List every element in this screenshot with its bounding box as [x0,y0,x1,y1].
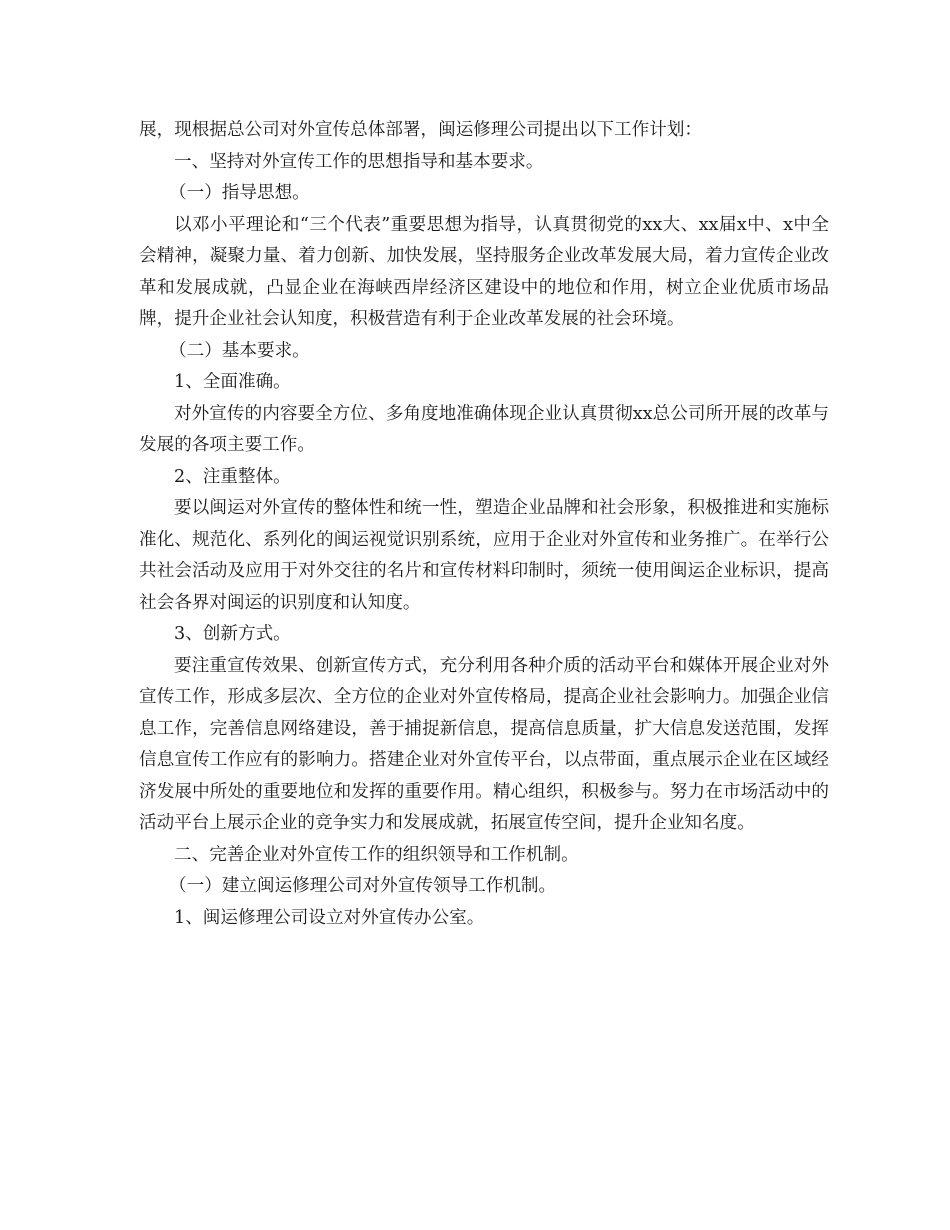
paragraph-guiding-thought: 以邓小平理论和“三个代表”重要思想为指导，认真贯彻党的xx大、xx届x中、x中全会精神，凝聚力量、着力创新、加快发展，坚持服务企业改革发展大局，着力宣传企业改革和发展成就，凸显企业在海峡西岸经济区建设中的地位和作用，树立企业优质市场品牌，提升企业社会认知度，积极营造有利于企业改革发展的社会环境。 [139,214,829,329]
subsection-heading-guiding-thought: （一）指导思想。 [169,183,310,203]
section-heading-2: 二、完善企业对外宣传工作的组织领导和工作机制。 [174,844,579,865]
section-heading-1: 一、坚持对外宣传工作的思想指导和基本要求。 [174,151,544,172]
subsection-heading-leadership: （一）建立闽运修理公司对外宣传领导工作机制。 [169,876,557,896]
item-heading-comprehensive: 1、全面准确。 [174,372,291,392]
item-heading-innovation: 3、创新方式。 [174,624,291,644]
item-heading-overall: 2、注重整体。 [174,466,291,487]
document-body [139,115,829,934]
paragraph-overall: 要以闽运对外宣传的整体性和统一性，塑造企业品牌和社会形象，积极推进和实施标准化、规范化、系列化的闽运视觉识别系统，应用于企业对外宣传和业务推广。在举行公共社会活动及应用于对外交往的名片和宣传材料印制时，须统一使用闽运企业标识，提高社会各界对闽运的识别度和认知度。 [139,498,829,613]
subsection-heading-basic-requirements: （二）基本要求。 [169,340,310,361]
paragraph-comprehensive: 对外宣传的内容要全方位、多角度地准确体现企业认真贯彻xx总公司所开展的改革与发展的各项主要工作。 [139,403,829,455]
paragraph-innovation: 要注重宣传效果、创新宣传方式，充分利用各种介质的活动平台和媒体开展企业对外宣传工作，形成多层次、全方位的企业对外宣传格局，提高企业社会影响力。加强企业信息工作，完善信息网络建设，善于捕捉新信息，提高信息质量，扩大信息发送范围，发挥信息宣传工作应有的影响力。搭建企业对外宣传平台，以点带面，重点展示企业在区域经济发展中所处的重要地位和发挥的重要作用。精心组织，积极参与。努力在市场活动中的活动平台上展示企业的竞争实力和发展成就，拓展宣传空间，提升企业知名度。 [139,655,829,833]
paragraph-continuation: 展，现根据总公司对外宣传总体部署，闽运修理公司提出以下工作计划： [139,120,703,140]
item-heading-office: 1、闽运修理公司设立对外宣传办公室。 [174,907,485,928]
